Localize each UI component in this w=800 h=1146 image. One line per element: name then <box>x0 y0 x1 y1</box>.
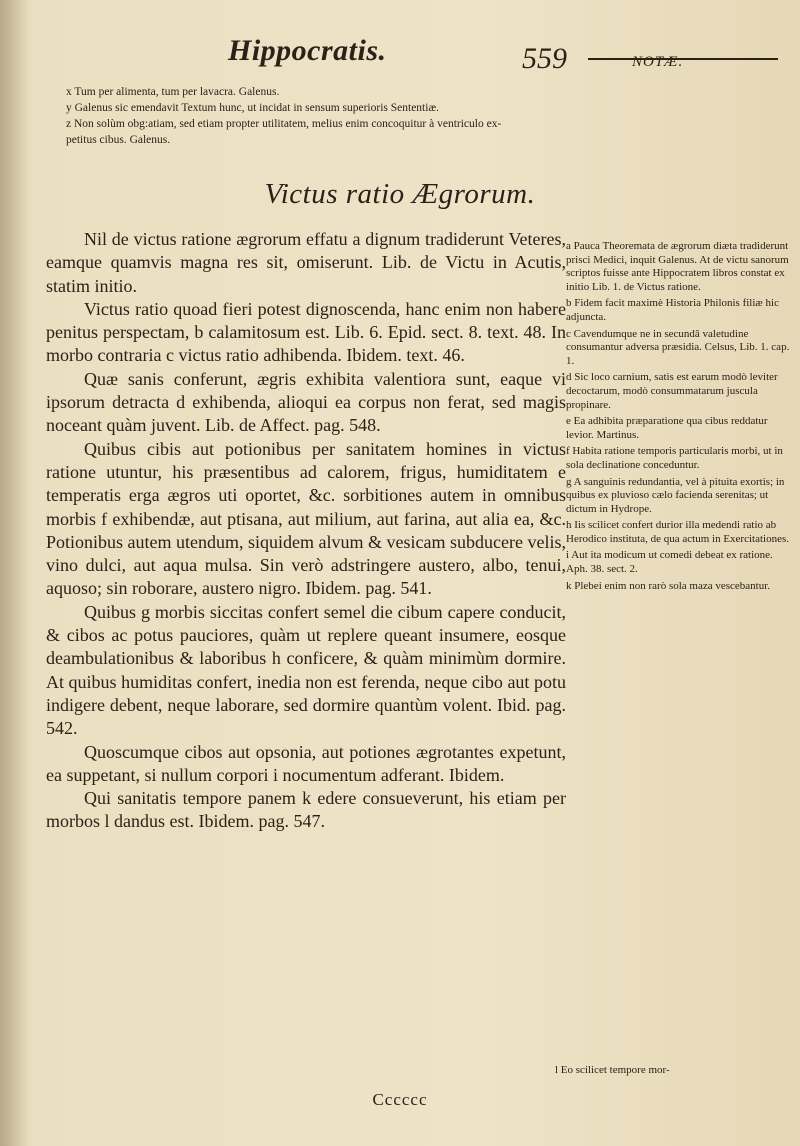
paragraph-5: Quibus g morbis siccitas confert semel die cibum capere conducit, & cibos ac potus pauciores, quàm ut replere queant insumere, eosque deambulationibus & laboribus h conficere, & quàm minimùm dormire. At quibus humiditas confert, inedia non est ferenda, neque cibo aut potu indigere debent, neque laborare, sed dormire quantùm volent. Ibid. pag. 542. <box>46 601 566 739</box>
margin-note-f: f Habita ratione temporis particularis morbi, ut in sola declinatione conceduntur. <box>566 445 783 471</box>
paragraph-1: Nil de victus ratione ægrorum effatu a dignum tradiderunt Veteres, eamque quamvis magna res sit, omiserunt. Lib. de Victu in Acutis, statim initio. <box>46 229 566 296</box>
footnote-z-cont: petitus cibus. Galenus. <box>66 134 171 146</box>
paragraph-4: Quibus cibis aut potionibus per sanitatem homines in victus ratione utuntur, his præsentibus ad calorem, frigus, humiditatem e temperatis erga ægros uti oportet, &c. sorbitiones autem in omnibus morbis f exhibendæ, aut ptisana, aut milium, aut farina, aut alia ea, &c. Potionibus autem utendum, siquidem alvum & vesicam subducere velis, vino dulci, aut aqua mulsa. Sin verò adstringere austero, albo, tenui, aquoso; sin roborare, austero nigro. Ibidem. pag. 541. <box>46 438 566 599</box>
margin-notes-column <box>566 240 792 596</box>
top-footnotes <box>66 84 786 148</box>
margin-note-h: h Iis scilicet confert durior illa medendi ratio ab Herodico instituta, de qua actum in Exercitationes. <box>566 519 789 545</box>
notes-label: NOTÆ. <box>632 54 684 70</box>
margin-note-d: d Sic loco carnium, satis est earum modò leviter decoctarum, modò consummatarum juscula propinare. <box>566 371 778 411</box>
paragraph-7: Qui sanitatis tempore panem k edere consueverunt, his etiam per morbos l dandus est. Ibidem. pag. 547. <box>46 788 566 832</box>
margin-note-c: c Cavendumque ne in secundâ valetudine consumantur adversa præsidia. Celsus, Lib. 1. cap. 1. <box>566 327 790 367</box>
gutter-shadow <box>0 0 30 1146</box>
running-head <box>0 30 800 90</box>
section-title: Victus ratio Ægrorum. <box>264 178 536 210</box>
margin-note-b: b Fidem facit maximè Historia Philonis filiæ hic adjuncta. <box>566 297 779 323</box>
margin-note-e: e Ea adhibita præparatione qua cibus reddatur levior. Martinus. <box>566 415 768 441</box>
margin-note-a: a Pauca Theoremata de ægrorum diæta tradiderunt prisci Medici, inquit Galenus. At de victu sanorum scriptos fuisse ante Hippocratem libros constat ex initio Lib. 1. de Victus ratione. <box>566 240 789 293</box>
margin-note-i: i Aut ita modicum ut comedi debeat ex ratione. Aph. 38. sect. 2. <box>566 549 773 576</box>
paragraph-2: Victus ratio quoad fieri potest dignoscenda, hanc enim non habere penitus perspectam, b calamitosum est. Lib. 6. Epid. sect. 8. text. 48. In morbo contraria c victus ratio adhibenda. Ibidem. text. 46. <box>46 298 566 366</box>
main-text-column <box>46 228 566 834</box>
footnote-z: z Non solùm obg:atiam, sed etiam propter utilitatem, melius enim concoquitur à ventriculo ex- <box>66 118 502 130</box>
catchword: Cccccc <box>372 1090 428 1109</box>
margin-note-g: g A sanguinis redundantia, vel à pituita exortis; in quibus ex pluvioso cælo facienda serenitas; ut dictum in Hydrope. <box>566 475 785 515</box>
margin-note-k: k Plebei enim non rarò sola maza vescebantur. <box>566 579 771 592</box>
footnote-x: x Tum per alimenta, tum per lavacra. Galenus. <box>66 86 280 98</box>
margin-note-l: l Eo scilicet tempore mor- <box>555 1064 670 1076</box>
paragraph-6: Quoscumque cibos aut opsonia, aut potiones ægrotantes expetunt, ea suppetant, si nullum corpori i nocumentum adferant. Ibidem. <box>46 741 566 785</box>
paragraph-3: Quæ sanis conferunt, ægris exhibita valentiora sunt, eaque vi ipsorum detracta d exhibenda, alioqui ea corpus non ferat, sed magis noceant quàm juvent. Lib. de Affect. pag. 548. <box>46 368 566 436</box>
running-title: Hippocratis. <box>228 34 387 67</box>
page-number: 559 <box>522 42 567 75</box>
footnote-y: y Galenus sic emendavit Textum hunc, ut incidat in sensum superioris Sententiæ. <box>66 102 439 114</box>
